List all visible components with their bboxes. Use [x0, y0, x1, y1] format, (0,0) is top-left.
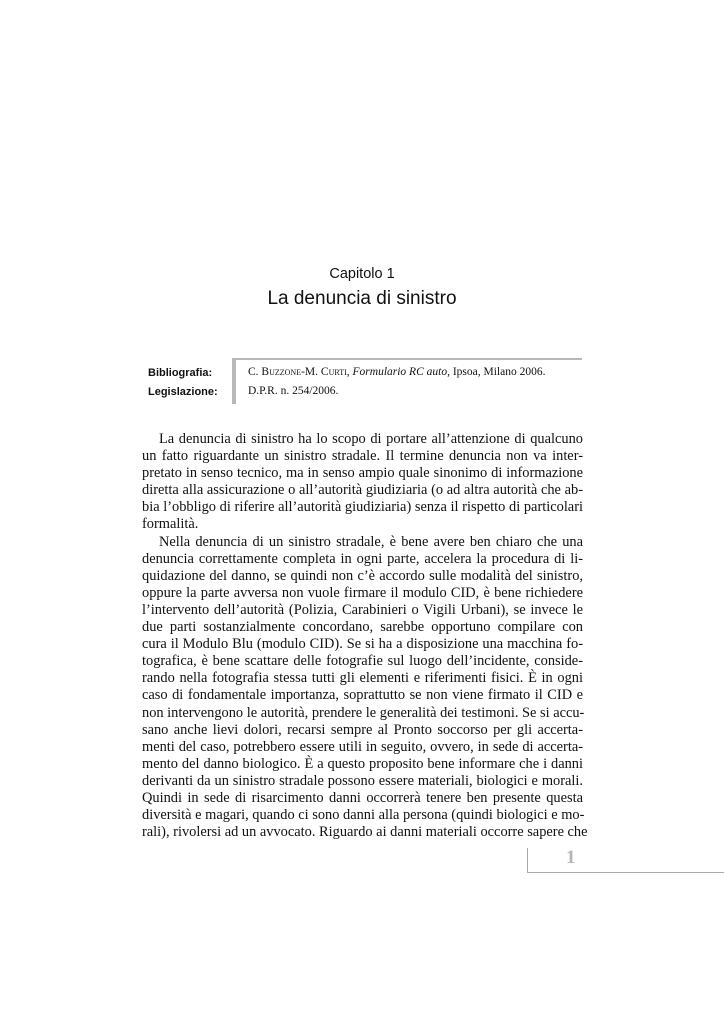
body-line: pretato in senso tecnico, ma in senso ampio quale sinonimo di informazione	[142, 465, 583, 482]
bibliography-separator: ,	[346, 366, 353, 378]
body-line: tografica, è bene scattare delle fotografie sul luogo dell’incidente, conside-	[142, 653, 583, 670]
body-line: un fatto riguardante un sinistro stradale. Il termine denuncia non va inter-	[142, 448, 583, 465]
page-number: 1	[566, 847, 576, 868]
bibliography-author-2: Curti	[320, 366, 347, 378]
body-line: caso di fondamentale importanza, soprattutto se non viene firmato il CID e	[142, 687, 583, 704]
bibliography-label: Bibliografia:	[148, 367, 213, 379]
bibliography-work-title: Formulario RC auto	[352, 366, 448, 378]
bibliography-author-1: Buzzone	[261, 366, 302, 378]
bibliography-initial-1: C.	[248, 366, 262, 378]
bibliography-value	[248, 366, 545, 378]
body-line: cura il Modulo Blu (modulo CID). Se si ha a disposizione una macchina fo-	[142, 636, 583, 653]
body-line: quidazione del danno, se quindi non c’è accordo sulle modalità del sinistro,	[142, 567, 583, 584]
chapter-label: Capitolo 1	[329, 266, 395, 282]
bibliography-initial-2: -M.	[301, 366, 321, 378]
references-top-rule	[234, 358, 582, 360]
body-line: mento del danno biologico. È a questo proposito bene informare che i danni	[142, 755, 583, 772]
legislation-label: Legislazione:	[148, 386, 218, 398]
body-line: diretta alla assicurazione o all’autorità giudiziaria (o ad altra autorità che ab-	[142, 482, 583, 499]
body-line: l’intervento dell’autorità (Polizia, Carabinieri o Vigili Urbani), se invece le	[142, 601, 583, 618]
body-line: denuncia correttamente completa in ogni parte, accelera la procedura di li-	[142, 550, 583, 567]
page-number-side-rule	[527, 848, 528, 873]
legislation-value: D.P.R. n. 254/2006.	[248, 385, 339, 397]
body-line: Quindi in sede di risarcimento danni occorrerà tenere ben presente questa	[142, 789, 583, 806]
body-line: bia l’obbligo di riferire all’autorità giudiziaria) senza il rispetto di particolari	[142, 499, 583, 516]
body-text	[142, 431, 588, 841]
body-line: rali), rivolersi ad un avvocato. Riguardo ai danni materiali occorre sapere che	[142, 824, 588, 841]
body-line: menti del caso, potrebbero essere utili in seguito, ovvero, in sede di accerta-	[142, 738, 583, 755]
references-side-rule	[232, 358, 236, 404]
body-line: oppure la parte avversa non vuole firmare il modulo CID, è bene richiedere	[142, 584, 583, 601]
body-line: diversità e magari, quando ci sono danni alla persona (quindi biologici e mo-	[142, 807, 585, 824]
page-number-bottom-rule	[527, 872, 724, 873]
body-line: sano anche lievi dolori, recarsi sempre al Pronto soccorso per gli accerta-	[142, 721, 583, 738]
body-line: rando nella fotografia stessa tutti gli elementi e riferimenti fisici. È in ogni	[142, 670, 583, 687]
chapter-title: La denuncia di sinistro	[267, 288, 457, 309]
body-line: formalità.	[142, 516, 199, 533]
body-line: Nella denuncia di un sinistro stradale, è bene avere ben chiaro che una	[159, 533, 583, 550]
bibliography-publisher: , Ipsoa, Milano 2006.	[447, 366, 546, 378]
body-line: La denuncia di sinistro ha lo scopo di portare all’attenzione di qualcuno	[159, 431, 583, 447]
body-line: non intervengono le autorità, prendere le generalità dei testimoni. Se si accu-	[142, 704, 585, 721]
body-line: due parti sostanzialmente concordano, sarebbe opportuno compilare con	[142, 619, 583, 636]
body-line: derivanti da un sinistro stradale possono essere materiali, biologici e morali.	[142, 772, 583, 789]
